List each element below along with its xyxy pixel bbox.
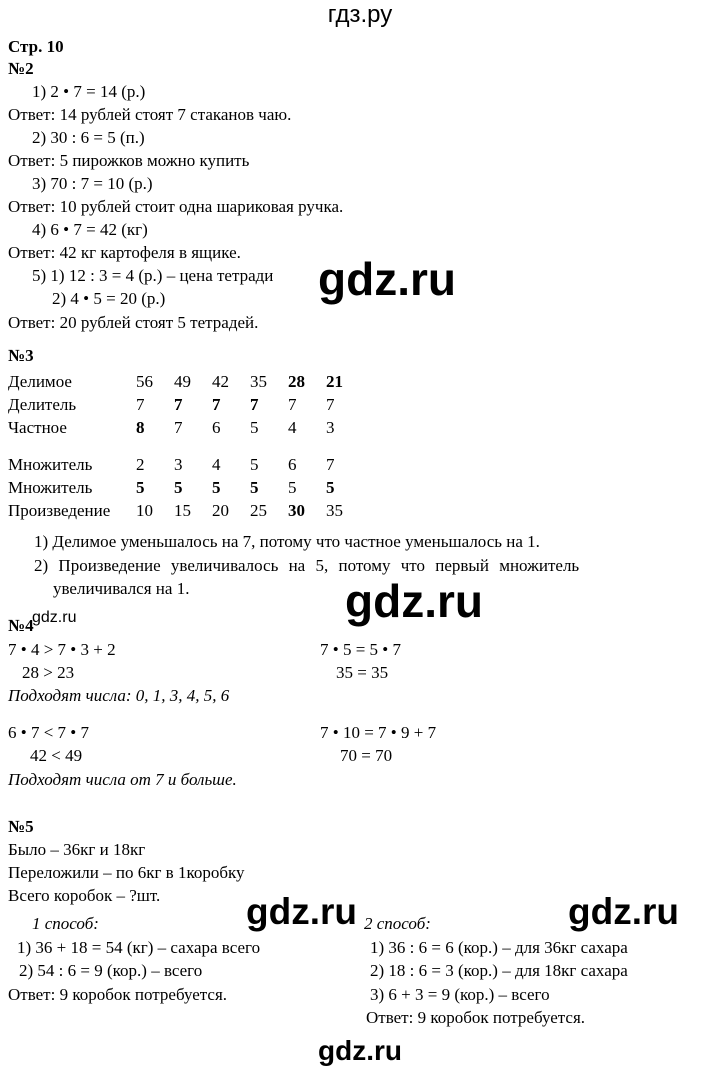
task4-expr: 70 = 70: [340, 746, 393, 765]
task4-expr: 7 • 5 = 5 • 7: [320, 640, 401, 659]
table-cell: 5: [212, 478, 221, 497]
row-label: Произведение: [8, 501, 111, 520]
task4-expr: 7 • 4 > 7 • 3 + 2: [8, 640, 116, 659]
task2-line: 1) 2 • 7 = 14 (р.): [32, 82, 146, 101]
task3-number: №3: [8, 346, 34, 365]
table-cell: 6: [288, 455, 297, 474]
table-cell: 21: [326, 372, 343, 391]
table-cell: 3: [326, 418, 335, 437]
method2-line: 2) 18 : 6 = 3 (кор.) – для 18кг сахара: [370, 961, 628, 980]
division-table: [8, 370, 364, 439]
task2-number: №2: [8, 59, 34, 78]
task2-line: 2) 4 • 5 = 20 (р.): [52, 289, 166, 308]
table-cell: 56: [136, 372, 153, 391]
task3-note: 2) Произведение увеличивалось на 5, потому что первый множитель: [34, 556, 580, 575]
table-cell: 35: [250, 372, 267, 391]
table-cell: 15: [174, 501, 191, 520]
row-label: Делитель: [8, 395, 77, 414]
table-cell: 5: [174, 478, 183, 497]
watermark: gdz.ru: [318, 253, 456, 305]
table-cell: 7: [136, 395, 145, 414]
table-cell: 49: [174, 372, 191, 391]
watermark: gdz.ru: [246, 891, 357, 932]
task5-condition: Переложили – по 6кг в 1коробку: [8, 863, 245, 882]
table-cell: 4: [212, 455, 221, 474]
table-cell: 8: [136, 418, 145, 437]
task2-line: Ответ: 14 рублей стоят 7 стаканов чаю.: [8, 105, 292, 124]
method1-title: 1 способ:: [32, 914, 99, 933]
task4-number: №4: [8, 616, 34, 635]
table-cell: 6: [212, 418, 221, 437]
task2-line: Ответ: 42 кг картофеля в ящике.: [8, 243, 241, 262]
row-label: Множитель: [8, 478, 93, 497]
row-label: Частное: [8, 418, 67, 437]
table-cell: 20: [212, 501, 229, 520]
task2-line: 3) 70 : 7 = 10 (р.): [32, 174, 153, 193]
site-header: гдз.ру: [327, 1, 393, 28]
method2-line: 1) 36 : 6 = 6 (кор.) – для 36кг сахара: [370, 938, 628, 957]
table-cell: 5: [326, 478, 335, 497]
table-cell: 5: [250, 455, 259, 474]
task2-line: 2) 30 : 6 = 5 (п.): [32, 128, 145, 147]
task4-expr: 6 • 7 < 7 • 7: [8, 723, 89, 742]
table-cell: 7: [174, 418, 183, 437]
table-row: [8, 370, 364, 393]
table-row: [8, 499, 364, 522]
watermark: gdz.ru: [345, 575, 483, 627]
method2-line: 3) 6 + 3 = 9 (кор.) – всего: [370, 985, 550, 1004]
task4-answer: Подходят числа от 7 и больше.: [8, 770, 237, 789]
task4-expr: 28 > 23: [22, 663, 75, 682]
table-row: [8, 416, 364, 439]
watermark: gdz.ru: [568, 891, 679, 932]
table-cell: 30: [288, 501, 305, 520]
task3-note: 1) Делимое уменьшалось на 7, потому что частное уменьшалось на 1.: [34, 532, 540, 551]
task4-expr: 35 = 35: [336, 663, 389, 682]
task4-answer: Подходят числа: 0, 1, 3, 4, 5, 6: [8, 686, 230, 705]
method1-line: 2) 54 : 6 = 9 (кор.) – всего: [19, 961, 203, 980]
table-cell: 28: [288, 372, 305, 391]
table-cell: 5: [288, 478, 297, 497]
method1-line: 1) 36 + 18 = 54 (кг) – сахара всего: [17, 938, 261, 957]
table-cell: 5: [250, 478, 259, 497]
method2-line: Ответ: 9 коробок потребуется.: [366, 1008, 586, 1027]
table-cell: 3: [174, 455, 183, 474]
table-cell: 2: [136, 455, 145, 474]
page-number: Стр. 10: [8, 37, 64, 56]
row-label: Делимое: [8, 372, 72, 391]
table-cell: 4: [288, 418, 297, 437]
watermark: gdz.ru: [32, 609, 77, 626]
task4-expr: 7 • 10 = 7 • 9 + 7: [320, 723, 437, 742]
task2-line: Ответ: 5 пирожков можно купить: [8, 151, 250, 170]
task5-condition: Всего коробок – ?шт.: [8, 886, 161, 905]
task5-number: №5: [8, 817, 34, 836]
task5-condition: Было – 36кг и 18кг: [8, 840, 146, 859]
multiplication-table: [8, 453, 364, 522]
task4-expr: 42 < 49: [30, 746, 83, 765]
table-cell: 5: [250, 418, 259, 437]
table-cell: 7: [288, 395, 297, 414]
table-cell: 42: [212, 372, 229, 391]
method2-title: 2 способ:: [364, 914, 431, 933]
task2-line: Ответ: 10 рублей стоит одна шариковая ручка.: [8, 197, 344, 216]
table-cell: 7: [174, 395, 183, 414]
table-cell: 7: [326, 395, 335, 414]
table-cell: 7: [212, 395, 221, 414]
table-cell: 25: [250, 501, 267, 520]
table-cell: 7: [326, 455, 335, 474]
table-cell: 35: [326, 501, 343, 520]
row-label: Множитель: [8, 455, 93, 474]
method1-line: Ответ: 9 коробок потребуется.: [8, 985, 228, 1004]
task2-line: Ответ: 20 рублей стоят 5 тетрадей.: [8, 313, 259, 332]
footer-watermark: gdz.ru: [318, 1035, 402, 1066]
table-cell: 7: [250, 395, 259, 414]
table-row: [8, 453, 364, 476]
task3-note: увеличивался на 1.: [53, 579, 190, 598]
table-cell: 5: [136, 478, 145, 497]
table-row: [8, 393, 364, 416]
table-row: [8, 476, 364, 499]
table-cell: 10: [136, 501, 153, 520]
task2-line: 5) 1) 12 : 3 = 4 (р.) – цена тетради: [32, 266, 274, 285]
task2-line: 4) 6 • 7 = 42 (кг): [32, 220, 148, 239]
